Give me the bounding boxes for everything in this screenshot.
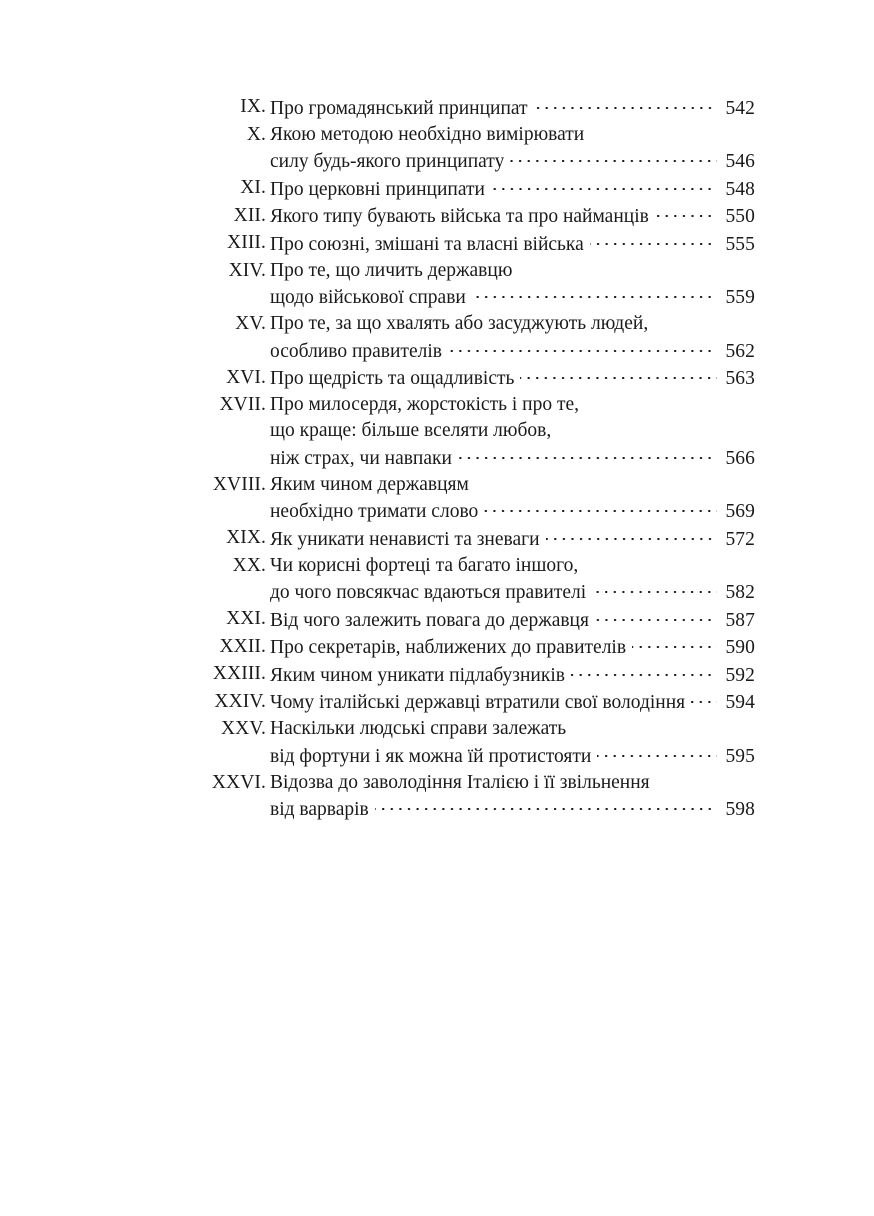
toc-entry-numeral: XXV. — [220, 718, 266, 739]
toc-page-number[interactable]: 546 — [725, 151, 755, 172]
toc-dot-leader — [632, 634, 717, 654]
toc-entry-title: Якого типу бувають війська та про найманців — [270, 206, 649, 227]
toc-page-number[interactable]: 563 — [725, 368, 755, 389]
toc-entry-title-line — [270, 689, 755, 717]
toc-entry-title: необхідно тримати слово — [270, 501, 479, 522]
toc-page-number[interactable]: 569 — [725, 501, 755, 522]
table-of-contents-list — [199, 94, 755, 823]
toc-entry-lines — [266, 311, 755, 365]
toc-entry-title: Про секретарів, наближених до правителів — [270, 637, 627, 658]
toc-entry-numeral: X. — [246, 123, 266, 145]
toc-entry-title-line — [270, 661, 755, 689]
toc-dot-leader — [590, 230, 717, 250]
toc-entry-title-line — [270, 175, 755, 203]
toc-entry-title: Яким чином державцям — [270, 473, 469, 495]
toc-entry-title-line — [270, 203, 755, 231]
toc-entry-title: Якою методою необхідно вимірювати — [270, 123, 585, 145]
toc-entry-title-continuation — [270, 742, 755, 770]
toc-entry-title-line — [270, 553, 755, 579]
toc-entry[interactable] — [199, 661, 755, 689]
toc-entry-numeral: XVI. — [226, 366, 266, 388]
toc-entry-lines — [266, 770, 755, 824]
toc-entry-numeral: XX. — [232, 554, 266, 576]
toc-entry-title-continuation — [270, 418, 755, 444]
toc-entry-numeral: XXIII. — [212, 663, 266, 684]
toc-entry-title-continuation — [270, 796, 755, 824]
toc-dot-leader — [375, 796, 717, 816]
toc-dot-leader — [510, 148, 717, 168]
toc-entry-title-line — [270, 230, 755, 258]
toc-entry-title-continuation — [270, 498, 755, 526]
toc-entry-title-line — [270, 770, 755, 796]
toc-entry[interactable] — [199, 606, 755, 634]
toc-entry-title: Про милосердя, жорстокість і про те, — [270, 394, 580, 415]
toc-entry-title: від фортуни і як можна їй протистояти — [270, 745, 592, 767]
toc-page-number[interactable]: 598 — [725, 799, 755, 820]
toc-entry[interactable] — [199, 472, 755, 526]
toc-entry-title-continuation — [270, 148, 755, 176]
toc-dot-leader — [484, 498, 717, 518]
toc-entry-numeral: XVII. — [219, 394, 266, 415]
toc-entry-title-line — [270, 94, 755, 122]
toc-entry-numeral: XII. — [233, 204, 266, 226]
toc-entry-numeral: XIV. — [228, 259, 266, 281]
toc-entry-numeral: XXII. — [219, 635, 266, 657]
toc-entry[interactable] — [199, 525, 755, 553]
toc-entry-title: Відозва до заволодіння Італією і її звільнення — [270, 771, 650, 793]
toc-page-number[interactable]: 592 — [725, 664, 755, 686]
toc-entry-title-line — [270, 311, 755, 337]
toc-entry[interactable] — [199, 175, 755, 203]
toc-entry-lines — [266, 689, 755, 717]
toc-page-number[interactable]: 566 — [725, 447, 755, 469]
toc-dot-leader — [448, 337, 717, 357]
toc-entry-numeral: XIX. — [226, 527, 266, 548]
toc-entry-lines — [266, 525, 755, 553]
toc-entry-title-line — [270, 716, 755, 742]
toc-dot-leader — [571, 661, 717, 681]
toc-entry-title: Яким чином уникати підлабузників — [270, 664, 565, 686]
toc-page-number[interactable]: 550 — [725, 206, 755, 227]
toc-entry-title-continuation — [270, 337, 755, 365]
toc-entry-title: ніж страх, чи навпаки — [270, 447, 452, 469]
toc-entry-title: Про те, за що хвалять або засуджують людей, — [270, 313, 649, 334]
toc-dot-leader — [597, 742, 717, 762]
toc-entry-lines — [266, 606, 755, 634]
toc-entry-lines — [266, 258, 755, 312]
toc-dot-leader — [491, 175, 717, 195]
toc-entry-title: Про церковні принципати — [270, 178, 485, 200]
toc-entry[interactable] — [199, 392, 755, 472]
toc-entry-lines — [266, 230, 755, 258]
toc-entry[interactable] — [199, 230, 755, 258]
toc-entry[interactable] — [199, 689, 755, 717]
toc-entry-numeral: XXI. — [226, 608, 266, 629]
toc-entry[interactable] — [199, 258, 755, 312]
toc-entry-lines — [266, 553, 755, 607]
toc-entry-title: Про те, що личить державцю — [270, 259, 513, 281]
toc-dot-leader — [458, 444, 717, 464]
toc-entry-title-continuation — [270, 284, 755, 312]
toc-page-number[interactable]: 595 — [725, 745, 755, 767]
toc-dot-leader — [691, 689, 717, 709]
toc-entry-title-line — [270, 258, 755, 284]
toc-entry-lines — [266, 94, 755, 122]
toc-entry-title: Як уникати ненависті та зневаги — [270, 528, 540, 550]
toc-entry[interactable] — [199, 203, 755, 231]
toc-dot-leader — [472, 284, 717, 304]
toc-page-number[interactable]: 555 — [725, 233, 755, 255]
toc-entry-title: особливо правителів — [270, 340, 442, 362]
toc-entry-numeral: XVIII. — [212, 473, 266, 495]
toc-entry-lines — [266, 634, 755, 662]
toc-entry-title-line — [270, 634, 755, 662]
toc-entry-title-line — [270, 472, 755, 498]
toc-entry-numeral: XXVI. — [211, 771, 266, 793]
toc-dot-leader — [520, 365, 717, 385]
toc-entry[interactable] — [199, 716, 755, 770]
toc-page-number[interactable]: 548 — [725, 178, 755, 200]
toc-entry-title: Наскільки людські справи залежать — [270, 718, 567, 739]
toc-entry-numeral: XI. — [240, 177, 266, 198]
toc-dot-leader — [655, 203, 717, 223]
toc-dot-leader — [595, 606, 717, 626]
toc-entry-title: щодо військової справи — [270, 287, 466, 308]
toc-entry-numeral: XV. — [235, 313, 266, 334]
toc-page-number[interactable]: 562 — [725, 340, 755, 362]
toc-entry-lines — [266, 661, 755, 689]
toc-page-number[interactable]: 590 — [725, 637, 755, 658]
toc-page-number[interactable]: 572 — [725, 528, 755, 550]
toc-page-number[interactable]: 559 — [725, 287, 755, 308]
toc-entry-title-line — [270, 122, 755, 148]
toc-dot-leader — [592, 579, 717, 599]
toc-entry-title-line — [270, 606, 755, 634]
toc-entry-title: Про щедрість та ощадливість — [270, 368, 515, 389]
toc-entry-title-continuation — [270, 444, 755, 472]
toc-entry-title: Чому італійські державці втратили свої володіння — [270, 692, 686, 713]
toc-entry[interactable] — [199, 365, 755, 393]
toc-entry-title: Від чого залежить повага до державця — [270, 609, 589, 631]
toc-entry-title-line — [270, 525, 755, 553]
toc-entry[interactable] — [199, 770, 755, 824]
toc-entry-title: Чи корисні фортеці та багато іншого, — [270, 554, 579, 576]
toc-entry-title: Про громадянський принципат — [270, 97, 528, 119]
toc-entry[interactable] — [199, 122, 755, 176]
toc-entry-numeral: IX. — [240, 96, 266, 117]
toc-entry-numeral: XXIV. — [214, 690, 266, 712]
toc-page-number[interactable]: 594 — [725, 692, 755, 713]
toc-entry-lines — [266, 365, 755, 393]
toc-entry-title: що краще: більше вселяти любов, — [270, 420, 552, 441]
toc-entry-lines — [266, 122, 755, 176]
toc-dot-leader — [534, 94, 717, 114]
toc-entry-lines — [266, 472, 755, 526]
toc-entry-lines — [266, 392, 755, 472]
toc-entry-title-line — [270, 365, 755, 393]
toc-entry-title-line — [270, 392, 755, 418]
toc-entry[interactable] — [199, 634, 755, 662]
toc-entry-numeral: XIII. — [227, 232, 266, 253]
toc-entry[interactable] — [199, 311, 755, 365]
toc-entry-title: Про союзні, змішані та власні війська — [270, 233, 584, 255]
toc-entry[interactable] — [199, 94, 755, 122]
toc-entry-title: силу будь-якого принципату — [270, 151, 505, 172]
toc-entry-lines — [266, 203, 755, 231]
toc-page-number[interactable]: 587 — [725, 609, 755, 631]
toc-entry[interactable] — [199, 553, 755, 607]
toc-entry-title: від варварів — [270, 799, 369, 820]
toc-entry-lines — [266, 716, 755, 770]
toc-entry-title-continuation — [270, 579, 755, 607]
toc-page-number[interactable]: 582 — [725, 582, 755, 603]
toc-page-number[interactable]: 542 — [725, 97, 755, 119]
toc-dot-leader — [546, 525, 717, 545]
toc-entry-title: до чого повсякчас вдаються правителі — [270, 582, 587, 603]
toc-entry-lines — [266, 175, 755, 203]
